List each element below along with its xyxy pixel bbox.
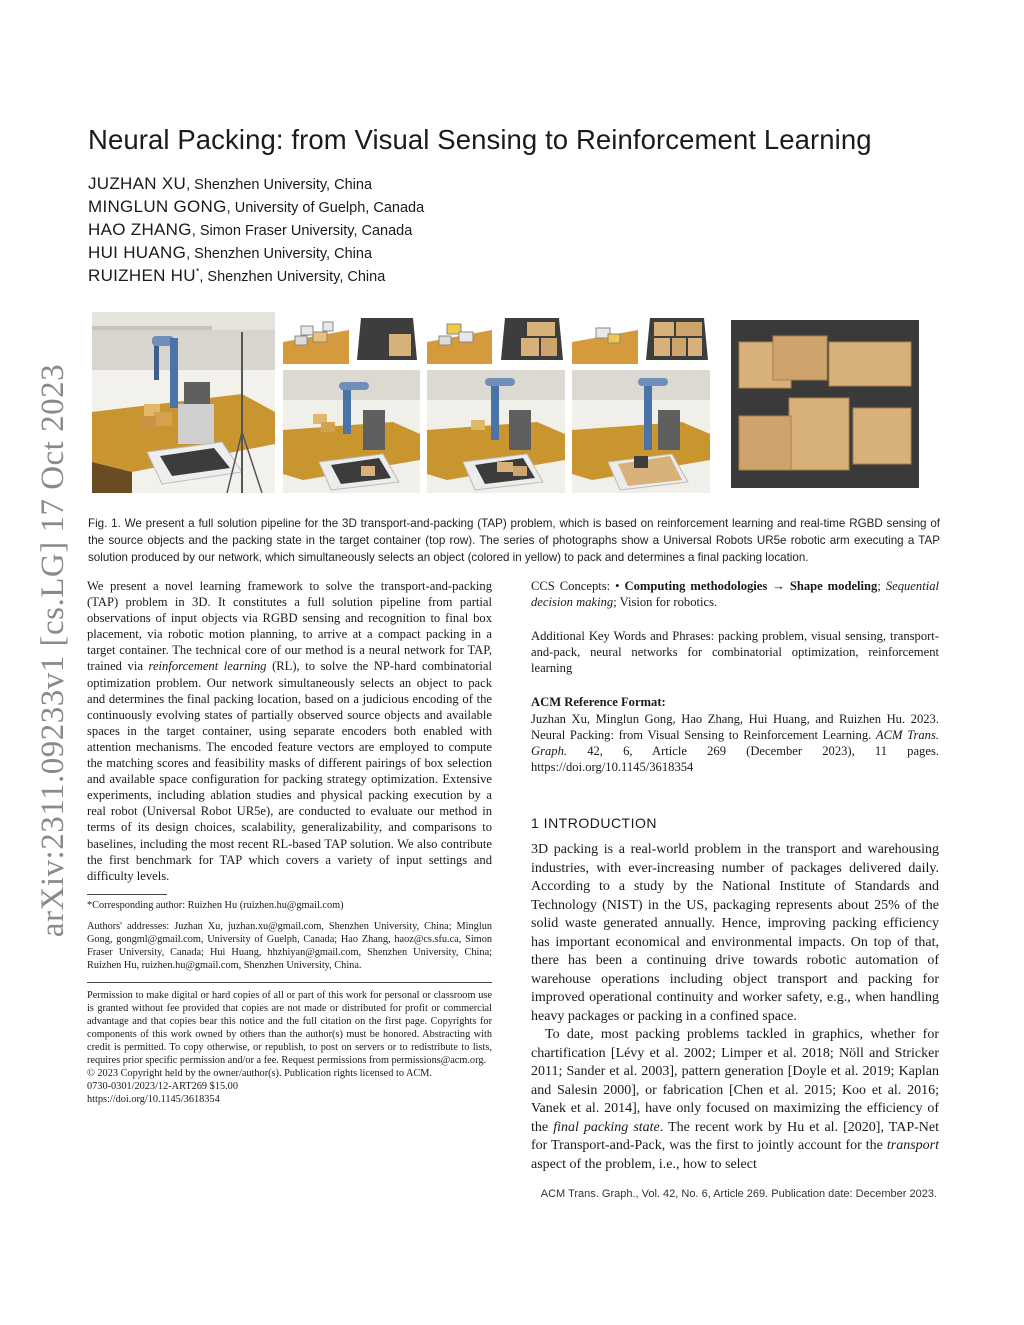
ref-journal: ACM Trans. Graph. bbox=[531, 727, 939, 758]
render-source-boxes-3 bbox=[572, 312, 638, 364]
author-name: RUIZHEN HU bbox=[88, 266, 196, 285]
authors-addresses: Authors' addresses: Juzhan Xu, juzhan.xu@gmail.com, Shenzhen University, China; Minglun Gong, gongml@gmail.com, University of Guelph, Canada; Hao Zhang, haoz@cs.sfu.ca, Simon Fraser University, Canada; Hui Huang, hhzhiyan@gmail.com, Shenzhen University, China; Ruizhen Hu, ruizhen.hu@gmail.com, Shenzhen University, China. bbox=[87, 920, 492, 971]
ref-heading: ACM Reference Format: bbox=[531, 695, 666, 710]
keywords: Additional Key Words and Phrases: packing problem, visual sensing, transport-and-pack, neural networks for combinatorial optimization, reinforcement learning bbox=[531, 629, 939, 676]
issn-line: 0730-0301/2023/12-ART269 $15.00 bbox=[87, 1080, 238, 1092]
corresponding-mark: * bbox=[195, 266, 200, 277]
final-packing-photo bbox=[717, 312, 932, 493]
intro-paragraph-1: 3D packing is a real-world problem in the transport and warehousing industries, with ever-increasing number of packages delivered daily. According to a study by the National Institute of Standards and Technology (NIST) in the US, packaging represents about 25% of the solid waste generated annually. Hence, improving packing efficiency has important economical and environmental impacts. On top of that, there has been a continuing drive towards robotic automation of warehouse operations including object transport and packing for improved operational continuity and worker safety, e.g., when handling heavy packages or packing in a confined space. bbox=[531, 842, 939, 1024]
author-affiliation: , Simon Fraser University, Canada bbox=[191, 223, 413, 239]
ref-format bbox=[531, 711, 939, 775]
intro-emphasis: transport bbox=[886, 1138, 939, 1154]
author-entry bbox=[88, 197, 424, 220]
left-column bbox=[87, 578, 492, 1106]
render-source-boxes-1 bbox=[283, 312, 349, 364]
author-entry bbox=[88, 174, 424, 197]
render-container-3 bbox=[644, 312, 710, 364]
arxiv-id: arXiv:2311.09233v1 [cs.LG] 17 Oct 2023 bbox=[35, 363, 72, 937]
author-name: HUI HUANG bbox=[88, 243, 187, 262]
page-footer: ACM Trans. Graph., Vol. 42, No. 6, Article 269. Publication date: December 2023. bbox=[540, 1188, 937, 1200]
ccs-italic: Sequential decision making bbox=[531, 579, 939, 610]
robot-photo-large bbox=[92, 312, 275, 493]
arxiv-stamp bbox=[24, 350, 84, 950]
abstract bbox=[87, 578, 492, 884]
intro-text: . The recent work by Hu et al. [2020], TAP-Net for Transport-and-Pack, was the first to jointly account for the bbox=[531, 1119, 939, 1154]
footnote-rule bbox=[87, 894, 167, 895]
ccs-rest: ; Vision for robotics. bbox=[613, 595, 718, 610]
ref-rest: 42, 6, Article 269 (December 2023), 11 pages. https://doi.org/10.1145/3618354 bbox=[531, 743, 939, 774]
author-affiliation: , University of Guelph, Canada bbox=[226, 200, 425, 216]
author-name: JUZHAN XU bbox=[88, 174, 187, 193]
render-source-boxes-2 bbox=[427, 312, 492, 364]
intro-paragraph-2 bbox=[531, 1026, 939, 1174]
author-name: MINGLUN GONG bbox=[88, 197, 227, 216]
ref-format-heading bbox=[531, 694, 939, 710]
ccs-bold: Computing methodologies → Shape modeling bbox=[624, 579, 878, 593]
figure-caption: Fig. 1. We present a full solution pipeline for the 3D transport-and-packing (TAP) problem, which is based on reinforcement learning and real-time RGBD sensing of the source objects and the packing state in the target container (top row). The series of photographs show a Universal Robots UR5e robotic arm executing a TAP solution produced by our network, which simultaneously selects an object (colored in yellow) to pack and determines a final packing location. bbox=[88, 517, 940, 564]
paper-title: Neural Packing: from Visual Sensing to Reinforcement Learning bbox=[88, 124, 872, 155]
render-container-2 bbox=[499, 312, 565, 364]
author-name: HAO ZHANG bbox=[88, 220, 192, 239]
robot-photo-step-1 bbox=[283, 370, 420, 493]
abstract-text: We present a novel learning framework to solve the transport-and-packing (TAP) problem in 3D. It constitutes a full solution pipeline from partial observations of input objects via RGBD sensing and recognition to final box placement, via robotic motion planning, to arrive at a compact packing in a target container. The technical core of our method is a neural network for TAP, trained via bbox=[87, 579, 492, 674]
robot-photo-step-3 bbox=[572, 370, 710, 493]
author-affiliation: , Shenzhen University, China bbox=[186, 246, 373, 262]
author-entry bbox=[88, 220, 424, 243]
author-entry bbox=[88, 266, 424, 289]
author-affiliation: , Shenzhen University, China bbox=[186, 177, 373, 193]
ref-text: Juzhan Xu, Minglun Gong, Hao Zhang, Hui Huang, and Ruizhen Hu. 2023. Neural Packing: from Visual Sensing to Reinforcement Learning. bbox=[531, 711, 939, 742]
robot-photo-step-2 bbox=[427, 370, 565, 493]
intro-body bbox=[531, 841, 939, 1174]
intro-text: To date, most packing problems tackled in graphics, whether for chartification [Lévy et al. 2002; Limper et al. 2018; Nöll and Stricker 2011; Sander et al. 2003], pattern generation [Doyle et al. 2019; Kaplan and Salesin 2000], or fabrication [Chen et al. 2015; Koo et al. 2016; Vanek et al. 2014], have only focused on maximizing the efficiency of the bbox=[531, 1027, 939, 1135]
ccs-prefix: CCS Concepts: • bbox=[531, 579, 625, 593]
abstract-text: (RL), to solve the NP-hard combinatorial optimization problem. Our network simultaneously selects an object to pack and determines the final packing location, based on a judicious encoding of the continuously evolving states of partially observed source objects and available spaces in the target container, using separate encoders both enabled with attention mechanisms. The encoded feature vectors are employed to compute the matching scores and feasibility masks of different pairings of box selection and available space configuration for packing strategy optimization. Extensive experiments, including ablation studies and physical packing execution by a real robot (Universal Robot UR5e), are conducted to evaluate our method in terms of its design choices, scalability, generalizability, and comparisons to baselines, including the most recent RL-based TAP solution. We also contribute the first benchmark for TAP which covers a variety of input settings and difficulty levels. bbox=[87, 659, 492, 883]
corresponding-footnote: *Corresponding author: Ruizhen Hu (ruizhen.hu@gmail.com) bbox=[87, 899, 344, 911]
section-heading: 1 INTRODUCTION bbox=[531, 814, 657, 831]
ccs-sep: ; bbox=[877, 579, 886, 593]
intro-emphasis: final packing state bbox=[553, 1119, 660, 1135]
render-container-1 bbox=[355, 312, 420, 364]
abstract-emphasis: reinforcement learning bbox=[148, 659, 267, 674]
doi-link[interactable]: https://doi.org/10.1145/3618354 bbox=[87, 1093, 220, 1105]
copyright-line: © 2023 Copyright held by the owner/author(s). Publication rights licensed to ACM. bbox=[87, 1067, 433, 1079]
divider bbox=[87, 982, 492, 983]
ccs-concepts bbox=[531, 578, 939, 610]
intro-text: aspect of the problem, i.e., how to select bbox=[531, 1156, 757, 1172]
permission-notice: Permission to make digital or hard copies of all or part of this work for personal or classroom use is granted without fee provided that copies are not made or distributed for profit or commercial advantage and that copies bear this notice and the full citation on the first page. Copyrights for components of this work owned by others than the author(s) must be honored. Abstracting with credit is permitted. To copy otherwise, or republish, to post on servers or to redistribute to lists, requires prior specific permission and/or a fee. Request permissions from permissions@acm.org. bbox=[87, 989, 492, 1066]
author-affiliation: , Shenzhen University, China bbox=[199, 269, 386, 285]
right-column bbox=[531, 578, 939, 1174]
author-list bbox=[88, 174, 424, 289]
author-entry bbox=[88, 243, 424, 266]
teaser-figure bbox=[92, 312, 932, 493]
